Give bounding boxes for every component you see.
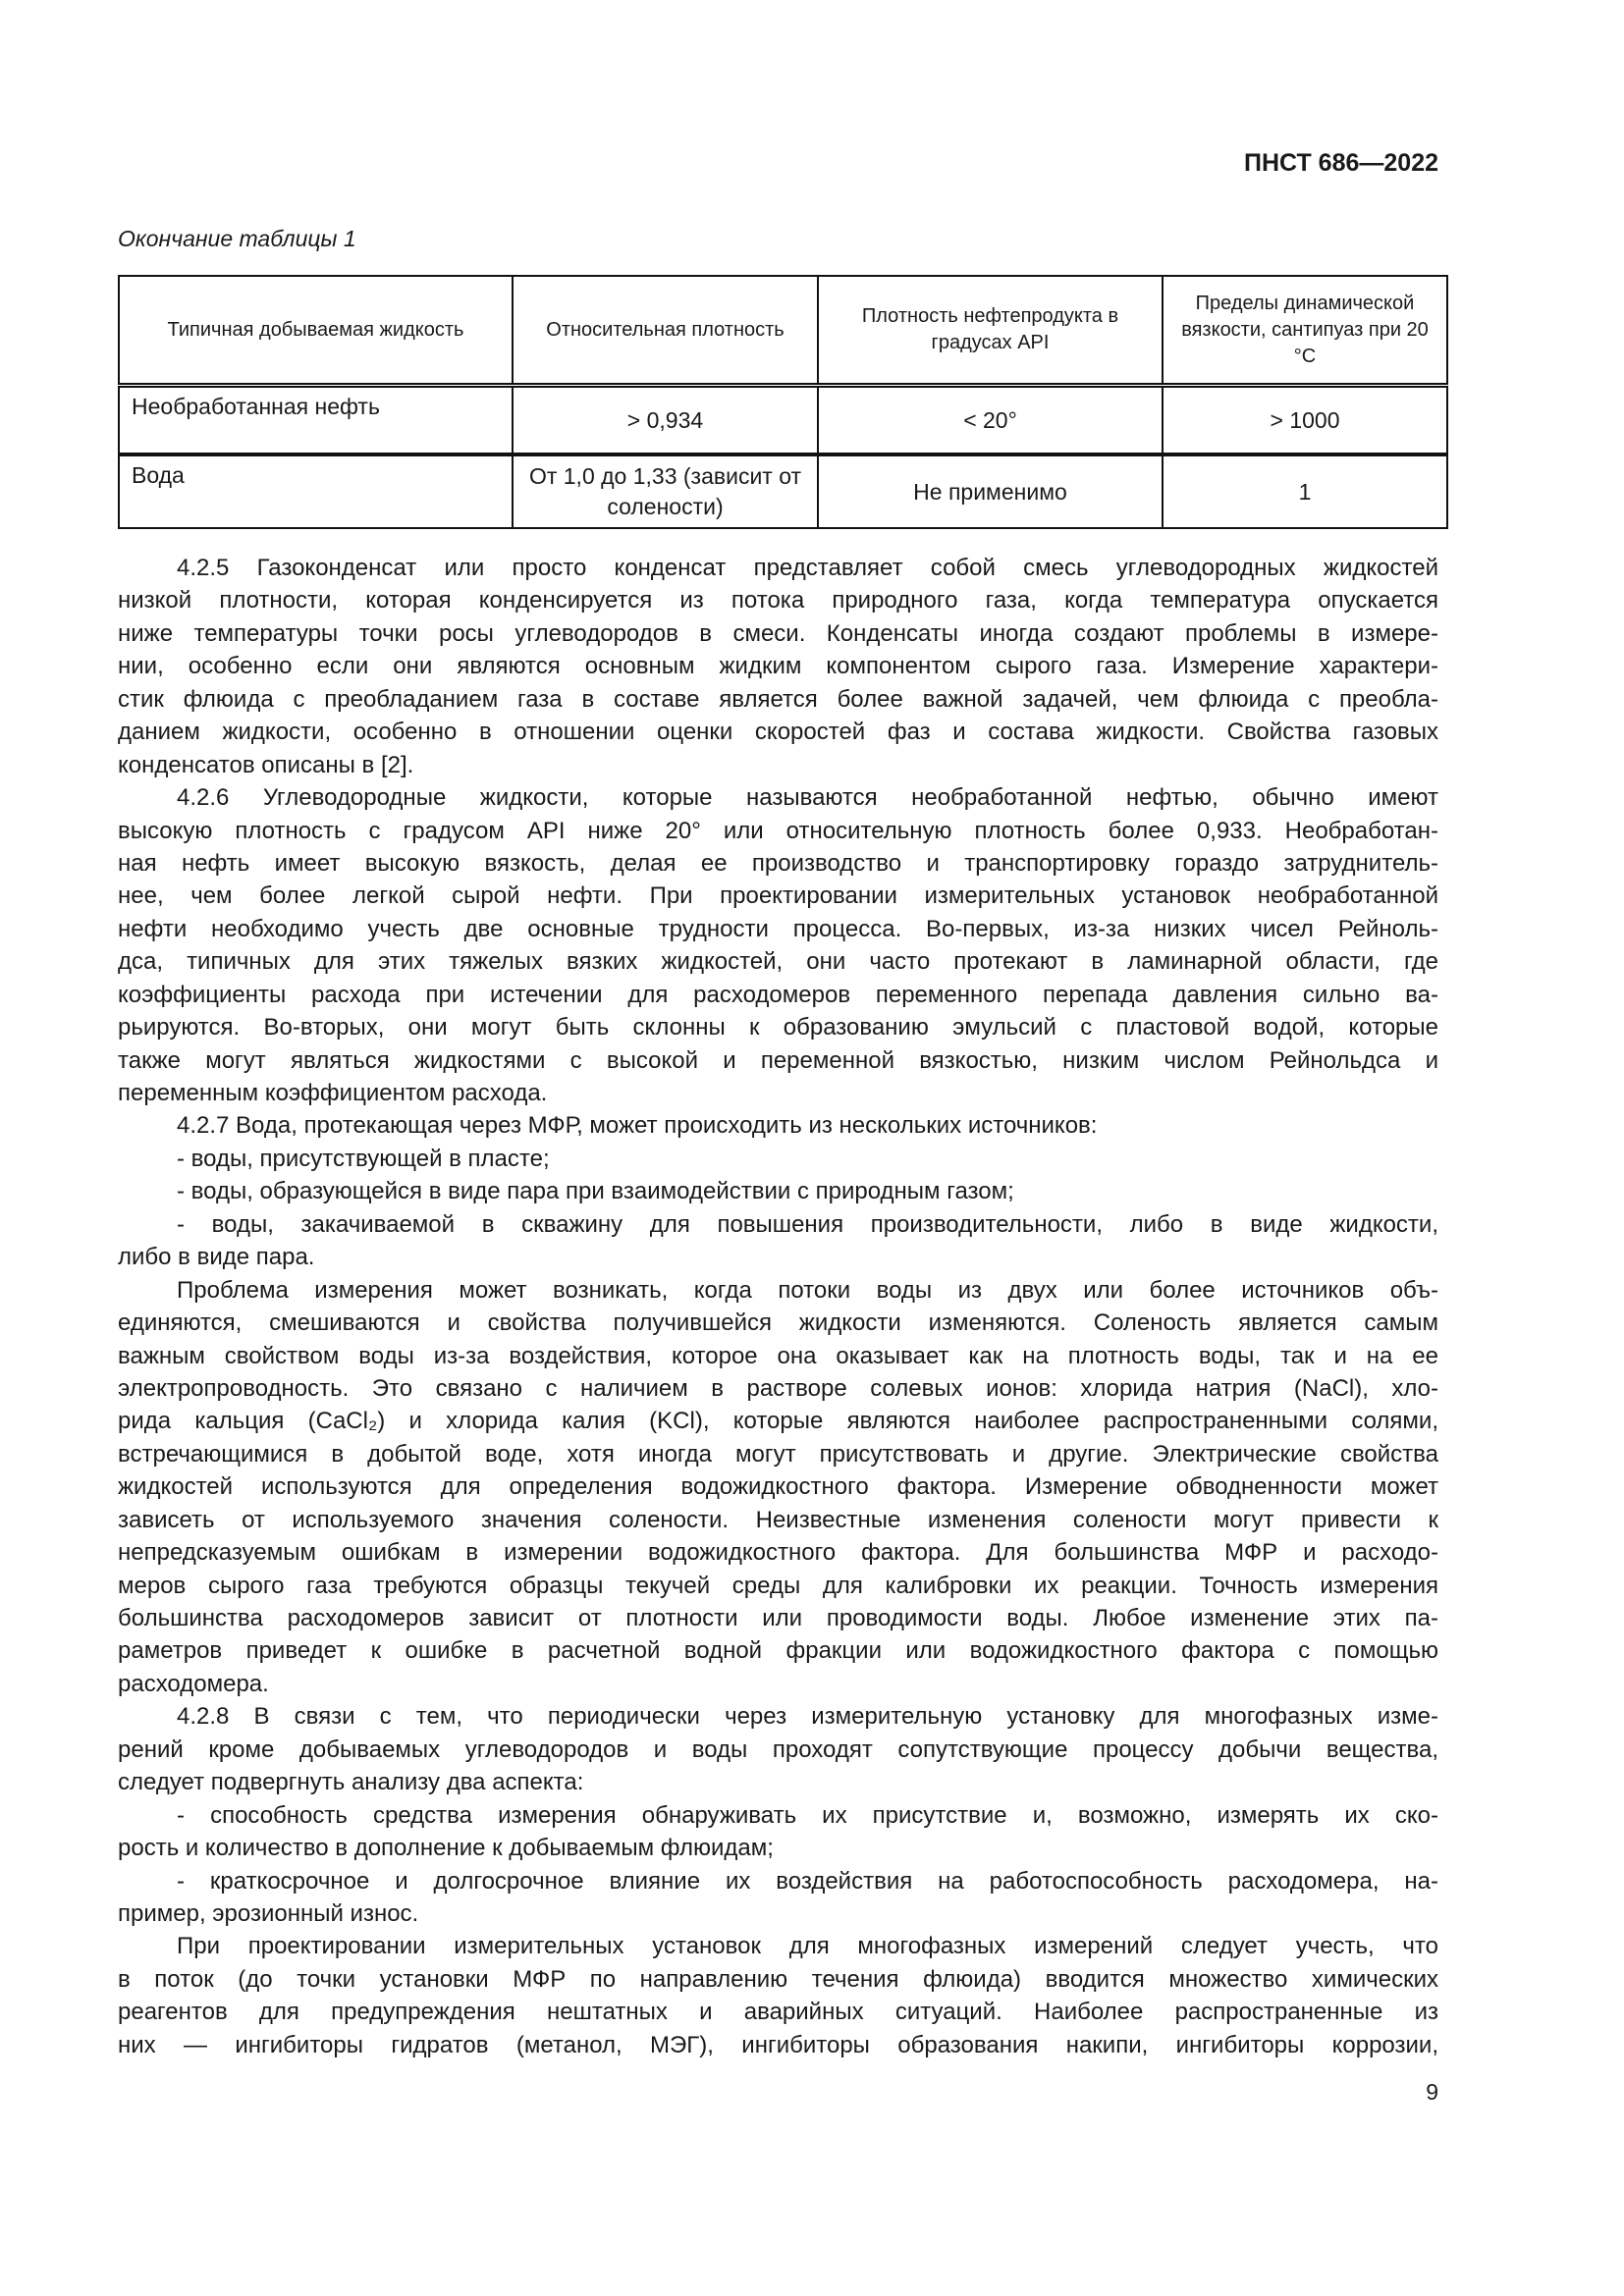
text-line: рида кальция (CaCl₂) и хлорида калия (KCl), которые являются наиболее распространенными солями, (118, 1408, 1438, 1435)
column-header: Плотность нефтепродукта в градусах API (818, 276, 1163, 386)
text-line: непредсказуемым ошибкам в измерении водожидкостного фактора. Для большинства МФР и расходо- (118, 1539, 1438, 1567)
text-line: ниже температуры точки росы углеводородов в смеси. Конденсаты иногда создают проблемы в измере- (118, 619, 1438, 647)
table-row (119, 386, 1447, 455)
text-line: также могут являться жидкостями с высокой и переменной вязкостью, низким числом Рейнольдса и (118, 1046, 1438, 1074)
text-line: - воды, образующейся в виде пара при взаимодействии с природным газом; (177, 1178, 1014, 1205)
text-line: - воды, присутствующей в пласте; (177, 1145, 550, 1172)
table-caption: Окончание таблицы 1 (118, 226, 356, 251)
text-line: 4.2.8 В связи с тем, что периодически через измерительную установку для многофазных изме- (177, 1703, 1438, 1731)
text-line: низкой плотности, которая конденсируется из потока природного газа, когда температура опускается (118, 587, 1438, 614)
column-header: Относительная плотность (513, 276, 818, 386)
column-header: Типичная добываемая жидкость (119, 276, 513, 386)
text-line: нее, чем более легкой сырой нефти. При проектировании измерительных установок необработанной (118, 882, 1438, 910)
text-line: - краткосрочное и долгосрочное влияние их воздействия на работоспособность расходомера, на- (177, 1867, 1438, 1895)
text-line: рений кроме добываемых углеводородов и воды проходят сопутствующие процессу добычи вещества, (118, 1735, 1438, 1763)
body-text (118, 552, 1438, 2061)
text-line: ная нефть имеет высокую вязкость, делая ее производство и транспортировку гораздо затруднитель- (118, 849, 1438, 877)
document-id-header: ПНСТ 686—2022 (1244, 149, 1438, 177)
text-line: конденсатов описаны в [2]. (118, 751, 414, 778)
text-line: высокую плотность с градусом API ниже 20° или относительную плотность более 0,933. Необработан- (118, 817, 1438, 844)
text-line: жидкостей используются для определения водожидкостного фактора. Измерение обводненности может (118, 1473, 1438, 1501)
text-line: большинства расходомеров зависит от плотности или проводимости воды. Любое изменение этих па- (118, 1605, 1438, 1631)
table-cell: < 20° (818, 386, 1163, 455)
text-line: Проблема измерения может возникать, когда потоки воды из двух или более источников объ- (177, 1276, 1438, 1304)
text-line: расходомера. (118, 1670, 269, 1697)
text-line: важным свойством воды из-за воздействия, которое она оказывает как на плотность воды, так и на ее (118, 1342, 1438, 1369)
text-line: 4.2.5 Газоконденсат или просто конденсат представляет собой смесь углеводородных жидкостей (177, 555, 1438, 581)
table-cell: Необработанная нефть (119, 386, 513, 455)
text-line: дса, типичных для этих тяжелых вязких жидкостей, они часто протекают в ламинарной области, где (118, 948, 1438, 976)
text-line: единяются, смешиваются и свойства получившейся жидкости изменяются. Соленость является самым (118, 1309, 1438, 1337)
page-number: 9 (1426, 2079, 1438, 2105)
text-line: в поток (до точки установки МФР по направлению течения флюида) вводится множество химических (118, 1965, 1438, 1993)
text-line: либо в виде пара. (118, 1244, 315, 1271)
text-line: реагентов для предупреждения нештатных и аварийных ситуаций. Наиболее распространенные из (118, 1999, 1438, 2026)
text-line: встречающимися в добытой воде, хотя иногда могут присутствовать и другие. Электрические свойства (118, 1440, 1438, 1468)
text-line: нии, особенно если они являются основным жидким компонентом сырого газа. Измерение характери- (118, 653, 1438, 680)
text-line: переменным коэффициентом расхода. (118, 1080, 548, 1106)
table-cell: Не применимо (818, 454, 1163, 528)
text-line: данием жидкости, особенно в отношении оценки скоростей фаз и состава жидкости. Свойства газовых (118, 719, 1438, 746)
text-line: них — ингибиторы гидратов (метанол, МЭГ), ингибиторы образования накипи, ингибиторы коррозии, (118, 2031, 1438, 2058)
column-header: Пределы динамической вязкости, сантипуаз при 20 °C (1163, 276, 1447, 386)
text-line: электропроводность. Это связано с наличием в растворе солевых ионов: хлорида натрия (NaCl), хло- (118, 1374, 1438, 1402)
text-line: рость и количество в дополнение к добываемым флюидам; (118, 1835, 774, 1862)
text-line: При проектировании измерительных установок для многофазных измерений следует учесть, что (177, 1933, 1438, 1960)
text-line: раметров приведет к ошибке в расчетной водной фракции или водожидкостного фактора с помощью (118, 1637, 1438, 1665)
text-line: - воды, закачиваемой в скважину для повышения производительности, либо в виде жидкости, (177, 1210, 1438, 1238)
text-line: рьируются. Во-вторых, они могут быть склонны к образованию эмульсий с пластовой водой, которые (118, 1014, 1438, 1041)
text-line: 4.2.6 Углеводородные жидкости, которые называются необработанной нефтью, обычно имеют (177, 784, 1438, 812)
table-cell: > 1000 (1163, 386, 1447, 455)
text-line: нефти необходимо учесть две основные трудности процесса. Во-первых, из-за низких чисел Рейноль- (118, 915, 1438, 942)
table-cell: > 0,934 (513, 386, 818, 455)
text-line: - способность средства измерения обнаруживать их присутствие и, возможно, измерять их ско- (177, 1801, 1438, 1829)
text-line: следует подвергнуть анализу два аспекта: (118, 1769, 584, 1796)
text-line: коэффициенты расхода при истечении для расходомеров переменного перепада давления сильно ва- (118, 981, 1438, 1008)
table-row (119, 454, 1447, 528)
text-line: стик флюида с преобладанием газа в составе является более важной задачей, чем флюида с преобла- (118, 685, 1438, 713)
table-cell: Вода (119, 454, 513, 528)
table-cell: 1 (1163, 454, 1447, 528)
text-line: зависеть от используемого значения солености. Неизвестные изменения солености могут привести к (118, 1506, 1438, 1533)
text-line: пример, эрозионный износ. (118, 1899, 419, 1927)
text-line: 4.2.7 Вода, протекающая через МФР, может происходить из нескольких источников: (177, 1112, 1098, 1140)
text-line: меров сырого газа требуются образцы текучей среды для калибровки их реакции. Точность измерения (118, 1572, 1438, 1599)
table-header-row (119, 276, 1447, 386)
table-cell: От 1,0 до 1,33 (зависит от солености) (513, 454, 818, 528)
properties-table (118, 275, 1448, 529)
